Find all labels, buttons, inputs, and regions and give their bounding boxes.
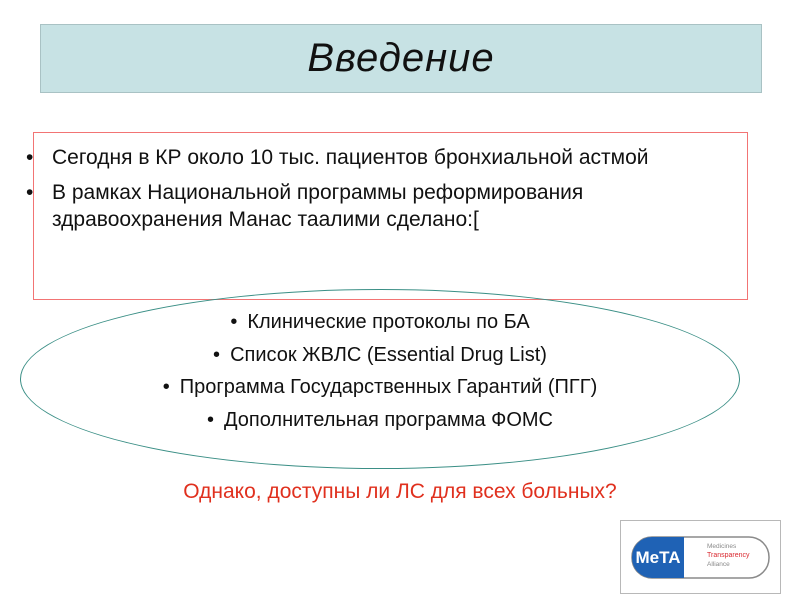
bullet-icon: • bbox=[162, 376, 170, 398]
sub-bullet-text: Список ЖВЛС (Essential Drug List) bbox=[230, 343, 547, 366]
sub-bullet-text: Программа Государственных Гарантий (ПГГ) bbox=[179, 376, 598, 398]
bullet-icon: • bbox=[206, 408, 214, 431]
bullet-icon: • bbox=[213, 343, 221, 366]
logo-line2: Transparency bbox=[707, 552, 750, 559]
bullet-icon: • bbox=[26, 146, 34, 169]
main-bullet-text: В рамках Национальной программы реформирования здравоохранения Манас таалими сделано:[ bbox=[52, 181, 584, 231]
question-text: Однако, доступны ли ЛС для всех больных? bbox=[183, 480, 617, 503]
meta-logo bbox=[620, 520, 781, 594]
main-bullet-item bbox=[20, 144, 740, 171]
sub-bullet-text: Клинические протоколы по БА bbox=[247, 311, 530, 333]
sub-bullet-item bbox=[20, 374, 740, 400]
bullet-icon: • bbox=[230, 311, 238, 333]
slide-title: Введение bbox=[307, 36, 495, 80]
sub-bullet-text: Дополнительная программа ФОМС bbox=[224, 408, 553, 431]
logo-wordmark: MeTA bbox=[635, 548, 681, 567]
sub-bullet-item bbox=[20, 342, 740, 368]
sub-bullet-item bbox=[20, 309, 740, 335]
main-bullet-item bbox=[20, 179, 740, 233]
title-banner bbox=[40, 24, 762, 93]
main-bullet-text: Сегодня в КР около 10 тыс. пациентов бронхиальной астмой bbox=[52, 146, 649, 169]
logo-line1: Medicines bbox=[707, 543, 737, 550]
main-bullet-list bbox=[20, 144, 740, 241]
logo-line3: Alliance bbox=[707, 561, 730, 568]
sub-bullet-item bbox=[20, 407, 740, 433]
meta-logo-icon bbox=[621, 521, 780, 593]
sub-bullet-list bbox=[20, 309, 740, 439]
bullet-icon: • bbox=[26, 181, 34, 204]
